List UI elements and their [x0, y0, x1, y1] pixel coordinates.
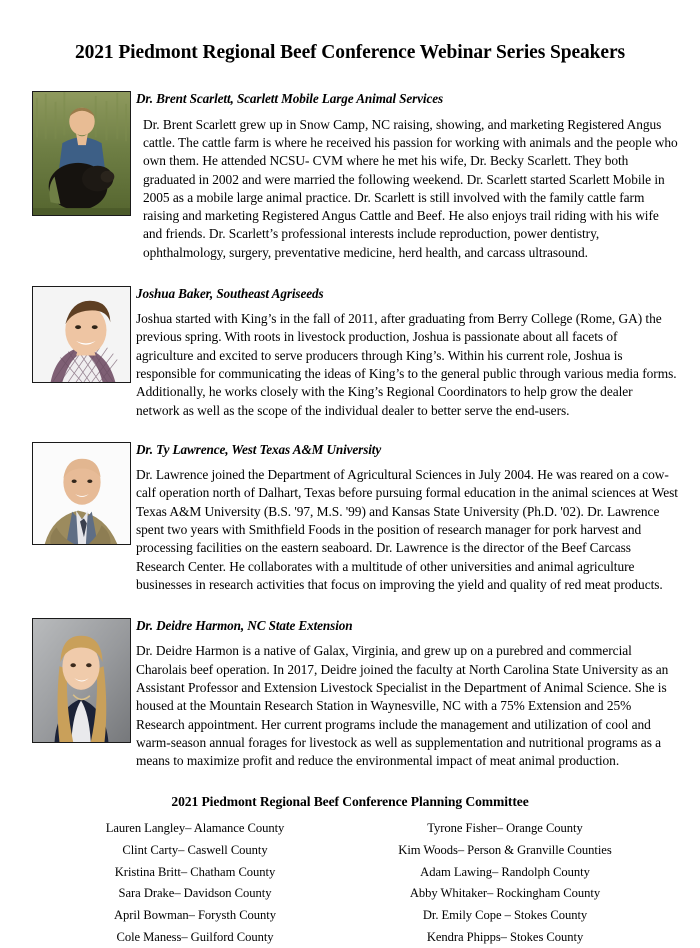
speaker-bio: Dr. Lawrence joined the Department of Agricultural Sciences in July 2004. He was reared on a cow-calf operation north of Dalhart, Texas before pursuing formal education in the animal sciences at West Texas A&M University (B.S. '97, M.S. '99) and Kansas State University (Ph.D. '02). Dr. Lawrence spent two years with Smithfield Foods in the position of research manager for pork harvest and processing facilities on the eastern seaboard. Dr. Lawrence is the director of the Beef Carcass Research Center. He collaborates with a multitude of other universities and animal agriculture businesses in research activities that focus on improving the yield and quality of red meat products.: [136, 467, 678, 592]
speaker-entry: [22, 618, 678, 770]
speaker-photo-container: [22, 286, 132, 383]
committee-member: Dr. Emily Cope – Stokes County: [422, 908, 588, 923]
speaker-bio: Joshua started with King’s in the fall of 2011, after graduating from Berry College (Rome, GA) the previous spring. With roots in livestock production, Joshua is passionate about all facets of agriculture and excited to serve producers through King’s. Within his current role, Joshua is responsible for communicating the ideas of King’s to the general public through various media forms. Additionally, he works closely with the King’s Regional Coordinators to help grow the dealer network as well as the scope of the individual dealer to better serve the end-users.: [136, 311, 677, 418]
committee-member: Kristina Britt– Chatham County: [114, 864, 276, 879]
speaker-photo-container: [22, 91, 132, 216]
speaker-entry: [22, 91, 678, 262]
committee-member: Adam Lawing– Randolph County: [420, 864, 590, 879]
portrait-joshua-baker: [32, 286, 131, 383]
committee-title: 2021 Piedmont Regional Beef Conference Planning Committee: [171, 794, 529, 810]
committee-member: Sara Drake– Davidson County: [118, 886, 272, 901]
speaker-text-container: [132, 618, 678, 770]
speaker-bio: Dr. Brent Scarlett grew up in Snow Camp, NC raising, showing, and marketing Registered Angus cattle. The cattle farm is where he received his passion for working with animals and the people who own them. He attended NCSU- CVM where he met his wife, Dr. Becky Scarlett. They both graduated in 2002 and were married the following weekend. Dr. Scarlett started Scarlett Mobile in 2005 as a mobile large animal practice. Dr. Scarlett is still involved with the family cattle farm raising and marketing Registered Angus Cattle and Beef. He also enjoys trail riding with his wife and friends. Dr. Scarlett’s professional interests include reproduction, power dentistry, ophthalmology, surgery, preventative medicine, herd health, and carcass ultrasound.: [143, 116, 678, 260]
committee-member: Kendra Phipps– Stokes County: [426, 929, 584, 944]
page-title: 2021 Piedmont Regional Beef Conference Webinar Series Speakers: [74, 42, 626, 63]
speaker-list: [22, 91, 678, 770]
speaker-name: Dr. Deidre Harmon, NC State Extension: [136, 618, 353, 634]
speaker-text-container: [132, 286, 678, 420]
speaker-entry: [22, 442, 678, 594]
speaker-name: Joshua Baker, Southeast Agriseeds: [136, 285, 324, 301]
speaker-entry: [22, 286, 678, 420]
planning-committee-section: [22, 794, 678, 948]
portrait-ty-lawrence: [32, 442, 131, 545]
committee-member: Lauren Langley– Alamance County: [105, 821, 285, 836]
speaker-name: Dr. Brent Scarlett, Scarlett Mobile Large Animal Services: [136, 91, 444, 107]
speaker-text-container: [132, 442, 678, 594]
speaker-photo-container: [22, 442, 132, 545]
portrait-brent-scarlett: [32, 91, 131, 216]
committee-member: Clint Carty– Caswell County: [122, 843, 268, 858]
committee-member: Tyrone Fisher– Orange County: [427, 821, 583, 836]
speaker-text-container: [132, 91, 678, 262]
speaker-name: Dr. Ty Lawrence, West Texas A&M University: [136, 441, 382, 457]
committee-member-grid: [22, 818, 678, 948]
portrait-deidre-harmon: [32, 618, 131, 743]
speaker-bio: Dr. Deidre Harmon is a native of Galax, Virginia, and grew up on a purebred and commercial Charolais beef operation. In 2017, Deidre joined the faculty at North Carolina State University as an Assistant Professor and Extension Livestock Specialist in the Department of Animal Science. She is housed at the Mountain Research Station in Waynesville, NC with a 75% Extension and 25% Research appointment. Her current programs include the management and utilization of cool and warm-season annual forages for livestock as well as supplementation and nutritional programs as a means to maximize profit and reduce the environmental impact of meat animal production.: [136, 643, 669, 769]
speaker-photo-container: [22, 618, 132, 743]
committee-member: Abby Whitaker– Rockingham County: [409, 886, 601, 901]
committee-member: April Bowman– Forysth County: [114, 908, 276, 923]
committee-member: Cole Maness– Guilford County: [116, 929, 274, 944]
committee-member: Kim Woods– Person & Granville Counties: [398, 843, 612, 858]
